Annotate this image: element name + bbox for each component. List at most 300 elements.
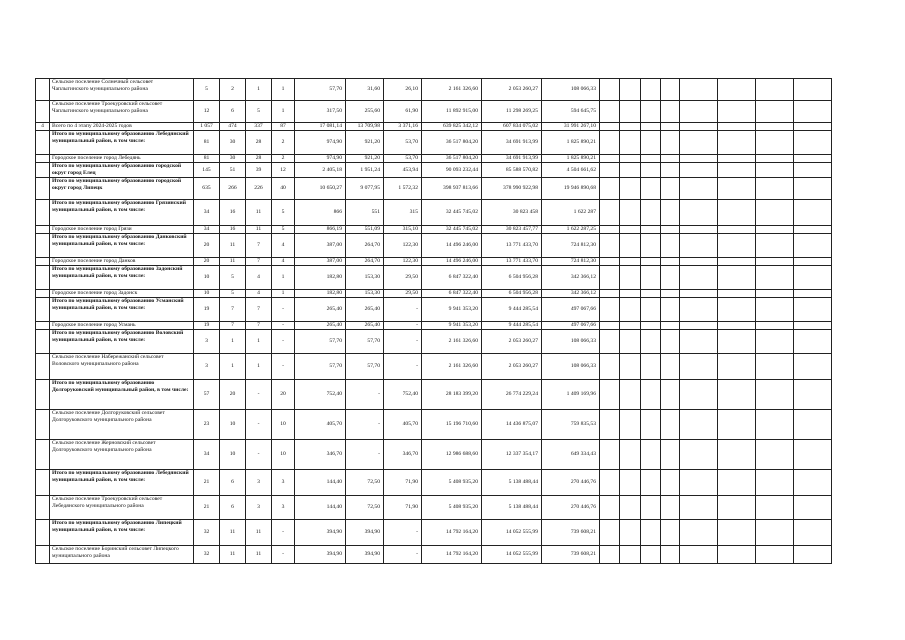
cell-7: 61,90	[384, 101, 422, 123]
empty-cell	[661, 163, 680, 178]
row-name: Городское поселение город Лебедянь	[50, 155, 194, 163]
empty-cell	[680, 101, 718, 123]
cell-10: 108 066,33	[542, 330, 600, 354]
cell-1: 81	[194, 155, 220, 163]
empty-cell	[680, 234, 718, 258]
cell-1: 19	[194, 322, 220, 330]
empty-cell	[661, 470, 680, 496]
cell-5: 182,80	[295, 266, 346, 290]
cell-8: 9 941 353,20	[422, 322, 482, 330]
empty-cell	[661, 258, 680, 266]
empty-cell	[620, 322, 641, 330]
cell-8: 639 825 342,12	[422, 123, 482, 131]
empty-cell	[661, 234, 680, 258]
cell-7: -	[384, 298, 422, 322]
empty-cell	[600, 123, 620, 131]
cell-5: 974,90	[295, 131, 346, 155]
row-index	[36, 470, 50, 496]
empty-cell	[620, 79, 641, 101]
empty-cell	[794, 79, 832, 101]
cell-4: 10	[272, 440, 295, 470]
cell-7: 3 371,16	[384, 123, 422, 131]
empty-cell	[756, 380, 794, 410]
cell-7: 53,70	[384, 155, 422, 163]
empty-cell	[600, 410, 620, 440]
cell-3: 7	[246, 298, 272, 322]
cell-10: 342 366,12	[542, 290, 600, 298]
cell-5: 387,00	[295, 258, 346, 266]
empty-cell	[600, 226, 620, 234]
empty-cell	[680, 290, 718, 298]
empty-cell	[756, 410, 794, 440]
empty-cell	[620, 200, 641, 226]
empty-cell	[718, 79, 756, 101]
cell-7: 315	[384, 200, 422, 226]
empty-cell	[620, 330, 641, 354]
empty-cell	[680, 178, 718, 200]
cell-3: -	[246, 380, 272, 410]
empty-cell	[620, 290, 641, 298]
empty-cell	[620, 178, 641, 200]
cell-8: 6 847 322,40	[422, 290, 482, 298]
cell-6: 921,20	[346, 131, 384, 155]
cell-1: 32	[194, 546, 220, 564]
empty-cell	[661, 546, 680, 564]
table-row	[36, 178, 832, 200]
empty-cell	[620, 226, 641, 234]
table-row	[36, 410, 832, 440]
cell-8: 2 161 326,60	[422, 330, 482, 354]
cell-1: 81	[194, 131, 220, 155]
empty-cell	[794, 226, 832, 234]
cell-7: -	[384, 546, 422, 564]
cell-8: 90 093 232,44	[422, 163, 482, 178]
cell-2: 6	[220, 470, 246, 496]
empty-cell	[794, 470, 832, 496]
cell-1: 21	[194, 470, 220, 496]
row-index	[36, 496, 50, 520]
empty-cell	[661, 380, 680, 410]
row-index	[36, 520, 50, 546]
cell-8: 14 496 246,00	[422, 234, 482, 258]
cell-9: 6 504 956,28	[482, 266, 542, 290]
cell-4: 10	[272, 410, 295, 440]
cell-10: 1 825 890,21	[542, 131, 600, 155]
empty-cell	[718, 470, 756, 496]
cell-3: 11	[246, 200, 272, 226]
empty-cell	[641, 380, 661, 410]
cell-1: 10	[194, 266, 220, 290]
cell-8: 28 183 399,20	[422, 380, 482, 410]
cell-3: 1	[246, 330, 272, 354]
empty-cell	[661, 226, 680, 234]
empty-cell	[661, 354, 680, 380]
cell-4: 20	[272, 380, 295, 410]
empty-cell	[680, 163, 718, 178]
cell-6: 13 709,98	[346, 123, 384, 131]
empty-cell	[641, 178, 661, 200]
cell-10: 497 067,66	[542, 322, 600, 330]
cell-10: 108 066,33	[542, 354, 600, 380]
empty-cell	[756, 155, 794, 163]
empty-cell	[718, 354, 756, 380]
empty-cell	[718, 440, 756, 470]
cell-4: 1	[272, 290, 295, 298]
cell-8: 2 161 326,60	[422, 354, 482, 380]
cell-3: 5	[246, 101, 272, 123]
cell-1: 19	[194, 298, 220, 322]
empty-cell	[661, 79, 680, 101]
empty-cell	[600, 520, 620, 546]
row-name: Итого по муниципальному образованию Лебедянский муниципальный район, в том числе:	[50, 470, 194, 496]
cell-5: 182,80	[295, 290, 346, 298]
empty-cell	[680, 79, 718, 101]
cell-5: 17 081,14	[295, 123, 346, 131]
cell-7: 752,40	[384, 380, 422, 410]
cell-2: 474	[220, 123, 246, 131]
empty-cell	[641, 298, 661, 322]
cell-2: 30	[220, 155, 246, 163]
cell-5: 394,90	[295, 520, 346, 546]
empty-cell	[718, 410, 756, 440]
empty-cell	[718, 496, 756, 520]
empty-cell	[756, 298, 794, 322]
cell-10: 1 622 287	[542, 200, 600, 226]
empty-cell	[641, 155, 661, 163]
table-row	[36, 266, 832, 290]
empty-cell	[680, 546, 718, 564]
empty-cell	[756, 226, 794, 234]
cell-8: 5 408 935,20	[422, 470, 482, 496]
row-name: Сельское поселение Жерновский сельсовет Долгоруковского муниципального района	[50, 440, 194, 470]
row-index	[36, 101, 50, 123]
empty-cell	[794, 330, 832, 354]
cell-3: 1	[246, 79, 272, 101]
table-row	[36, 234, 832, 258]
empty-cell	[680, 470, 718, 496]
cell-5: 144,40	[295, 496, 346, 520]
table-row	[36, 101, 832, 123]
cell-4: 1	[272, 79, 295, 101]
cell-6: 57,70	[346, 330, 384, 354]
cell-2: 5	[220, 290, 246, 298]
cell-1: 57	[194, 380, 220, 410]
empty-cell	[756, 163, 794, 178]
empty-cell	[600, 163, 620, 178]
cell-4: 3	[272, 470, 295, 496]
cell-6: 394,90	[346, 546, 384, 564]
row-name: Сельское поселение Солнечный сельсовет Чаплыгинского муниципального района	[50, 79, 194, 101]
cell-3: -	[246, 440, 272, 470]
cell-10: 497 067,66	[542, 298, 600, 322]
table-row	[36, 163, 832, 178]
empty-cell	[641, 546, 661, 564]
cell-5: 974,90	[295, 155, 346, 163]
cell-1: 34	[194, 226, 220, 234]
table-row	[36, 380, 832, 410]
empty-cell	[620, 440, 641, 470]
empty-cell	[794, 258, 832, 266]
cell-3: 3	[246, 470, 272, 496]
cell-7: -	[384, 354, 422, 380]
empty-cell	[641, 163, 661, 178]
cell-2: 11	[220, 546, 246, 564]
empty-cell	[661, 266, 680, 290]
cell-7: 71,90	[384, 496, 422, 520]
cell-4: 1	[272, 101, 295, 123]
table-row	[36, 354, 832, 380]
cell-10: 649 334,43	[542, 440, 600, 470]
empty-cell	[680, 123, 718, 131]
cell-6: 264,70	[346, 234, 384, 258]
cell-6: 72,50	[346, 470, 384, 496]
cell-5: 317,50	[295, 101, 346, 123]
empty-cell	[680, 266, 718, 290]
empty-cell	[680, 410, 718, 440]
cell-9: 13 771 433,70	[482, 258, 542, 266]
cell-8: 36 517 804,20	[422, 131, 482, 155]
cell-9: 13 771 433,70	[482, 234, 542, 258]
row-index	[36, 79, 50, 101]
row-index	[36, 290, 50, 298]
cell-3: 11	[246, 546, 272, 564]
empty-cell	[680, 496, 718, 520]
cell-9: 9 444 285,54	[482, 298, 542, 322]
row-name: Итого по муниципальному образованию Лебедянский муниципальный район, в том числе:	[50, 131, 194, 155]
cell-5: 866	[295, 200, 346, 226]
empty-cell	[680, 131, 718, 155]
empty-cell	[661, 520, 680, 546]
empty-cell	[641, 226, 661, 234]
empty-cell	[718, 520, 756, 546]
cell-10: 724 812,30	[542, 234, 600, 258]
cell-10: 270 446,76	[542, 470, 600, 496]
cell-2: 20	[220, 380, 246, 410]
cell-4: -	[272, 354, 295, 380]
row-name: Городское поселение город Грязи	[50, 226, 194, 234]
empty-cell	[756, 322, 794, 330]
empty-cell	[718, 178, 756, 200]
cell-4: -	[272, 298, 295, 322]
cell-3: 7	[246, 234, 272, 258]
cell-5: 10 650,27	[295, 178, 346, 200]
cell-7: 122,30	[384, 234, 422, 258]
cell-6: 265,40	[346, 322, 384, 330]
cell-8: 32 445 745,02	[422, 226, 482, 234]
cell-5: 346,70	[295, 440, 346, 470]
empty-cell	[756, 131, 794, 155]
empty-cell	[718, 298, 756, 322]
cell-5: 752,40	[295, 380, 346, 410]
cell-1: 5	[194, 79, 220, 101]
empty-cell	[680, 155, 718, 163]
cell-3: 1	[246, 354, 272, 380]
cell-7: 26,10	[384, 79, 422, 101]
row-name: Итого по муниципальному образованию городской округ город Елец	[50, 163, 194, 178]
cell-4: 12	[272, 163, 295, 178]
row-name: Итого по муниципальному образованию Долгоруковский муниципальный район, в том числе:	[50, 380, 194, 410]
cell-4: 1	[272, 266, 295, 290]
row-name: Сельское поселение Боринский сельсовет Липецкого муниципального района	[50, 546, 194, 564]
row-name: Итого по муниципальному образованию Усманский муниципальный район, в том числе:	[50, 298, 194, 322]
empty-cell	[718, 226, 756, 234]
cell-8: 14 792 164,20	[422, 546, 482, 564]
table-row	[36, 290, 832, 298]
cell-7: 405,70	[384, 410, 422, 440]
cell-2: 6	[220, 496, 246, 520]
table-row	[36, 226, 832, 234]
empty-cell	[641, 101, 661, 123]
cell-2: 7	[220, 298, 246, 322]
empty-cell	[680, 520, 718, 546]
row-name: Сельское поселение Троекуровский сельсовет Чаплыгинского муниципального района	[50, 101, 194, 123]
empty-cell	[661, 200, 680, 226]
cell-6: -	[346, 380, 384, 410]
row-name: Итого по муниципальному образованию Воловский муниципальный район, в том числе:	[50, 330, 194, 354]
empty-cell	[600, 266, 620, 290]
cell-10: 270 446,76	[542, 496, 600, 520]
cell-5: 2 405,18	[295, 163, 346, 178]
empty-cell	[680, 226, 718, 234]
cell-9: 30 823 458	[482, 200, 542, 226]
empty-cell	[794, 380, 832, 410]
cell-4: -	[272, 322, 295, 330]
row-index	[36, 234, 50, 258]
empty-cell	[794, 131, 832, 155]
table-row	[36, 322, 832, 330]
cell-7: 29,50	[384, 290, 422, 298]
cell-9: 30 823 457,77	[482, 226, 542, 234]
empty-cell	[680, 200, 718, 226]
cell-9: 2 053 260,27	[482, 79, 542, 101]
cell-9: 607 834 075,02	[482, 123, 542, 131]
empty-cell	[718, 101, 756, 123]
cell-5: 144,40	[295, 470, 346, 496]
cell-2: 266	[220, 178, 246, 200]
empty-cell	[641, 496, 661, 520]
cell-10: 19 946 890,68	[542, 178, 600, 200]
table-row	[36, 258, 832, 266]
cell-4: 4	[272, 258, 295, 266]
empty-cell	[620, 123, 641, 131]
cell-2: 16	[220, 226, 246, 234]
empty-cell	[641, 258, 661, 266]
table-row	[36, 79, 832, 101]
empty-cell	[756, 354, 794, 380]
cell-2: 10	[220, 410, 246, 440]
empty-cell	[620, 298, 641, 322]
cell-10: 1 622 287,25	[542, 226, 600, 234]
cell-1: 34	[194, 200, 220, 226]
empty-cell	[794, 298, 832, 322]
empty-cell	[661, 322, 680, 330]
cell-9: 34 691 913,99	[482, 131, 542, 155]
empty-cell	[600, 101, 620, 123]
cell-8: 2 161 326,60	[422, 79, 482, 101]
empty-cell	[756, 496, 794, 520]
cell-4: 5	[272, 226, 295, 234]
cell-6: 264,70	[346, 258, 384, 266]
cell-4: 40	[272, 178, 295, 200]
empty-cell	[600, 322, 620, 330]
empty-cell	[756, 266, 794, 290]
cell-5: 405,70	[295, 410, 346, 440]
empty-cell	[794, 155, 832, 163]
empty-cell	[794, 354, 832, 380]
empty-cell	[600, 200, 620, 226]
empty-cell	[661, 123, 680, 131]
empty-cell	[661, 131, 680, 155]
empty-cell	[718, 290, 756, 298]
cell-6: 57,70	[346, 354, 384, 380]
empty-cell	[641, 266, 661, 290]
empty-cell	[794, 520, 832, 546]
empty-cell	[600, 234, 620, 258]
row-index	[36, 410, 50, 440]
empty-cell	[620, 546, 641, 564]
empty-cell	[794, 163, 832, 178]
cell-3: 28	[246, 131, 272, 155]
cell-2: 1	[220, 330, 246, 354]
empty-cell	[600, 155, 620, 163]
cell-6: 394,90	[346, 520, 384, 546]
cell-6: 551	[346, 200, 384, 226]
row-name: Сельское поселение Троекуровский сельсовет Лебедянского муниципального района	[50, 496, 194, 520]
cell-10: 594 645,75	[542, 101, 600, 123]
row-name: Городское поселение город Усмань	[50, 322, 194, 330]
row-index	[36, 380, 50, 410]
cell-6: 551,09	[346, 226, 384, 234]
empty-cell	[600, 258, 620, 266]
row-index	[36, 546, 50, 564]
cell-3: 4	[246, 290, 272, 298]
cell-9: 5 138 488,44	[482, 470, 542, 496]
row-index	[36, 330, 50, 354]
cell-2: 51	[220, 163, 246, 178]
cell-1: 21	[194, 496, 220, 520]
cell-3: 3	[246, 496, 272, 520]
empty-cell	[600, 330, 620, 354]
cell-3: 7	[246, 258, 272, 266]
cell-2: 11	[220, 520, 246, 546]
row-index	[36, 131, 50, 155]
empty-cell	[794, 101, 832, 123]
row-index	[36, 266, 50, 290]
cell-10: 342 366,12	[542, 266, 600, 290]
row-index	[36, 354, 50, 380]
row-index	[36, 200, 50, 226]
empty-cell	[680, 322, 718, 330]
empty-cell	[680, 298, 718, 322]
row-name: Итого по муниципальному образованию Задонский муниципальный район, в том числе:	[50, 266, 194, 290]
cell-2: 10	[220, 440, 246, 470]
cell-10: 31 991 267,10	[542, 123, 600, 131]
empty-cell	[756, 546, 794, 564]
cell-9: 5 138 488,44	[482, 496, 542, 520]
row-name: Городское поселение город Данков	[50, 258, 194, 266]
cell-4: -	[272, 546, 295, 564]
table-row	[36, 155, 832, 163]
cell-7: 1 572,32	[384, 178, 422, 200]
cell-9: 34 691 913,99	[482, 155, 542, 163]
cell-6: 153,30	[346, 266, 384, 290]
cell-10: 724 812,30	[542, 258, 600, 266]
row-name: Итого по муниципальному образованию Грязинский муниципальный район, в том числе:	[50, 200, 194, 226]
row-index	[36, 178, 50, 200]
empty-cell	[661, 440, 680, 470]
data-table	[35, 78, 832, 564]
cell-8: 11 892 915,00	[422, 101, 482, 123]
